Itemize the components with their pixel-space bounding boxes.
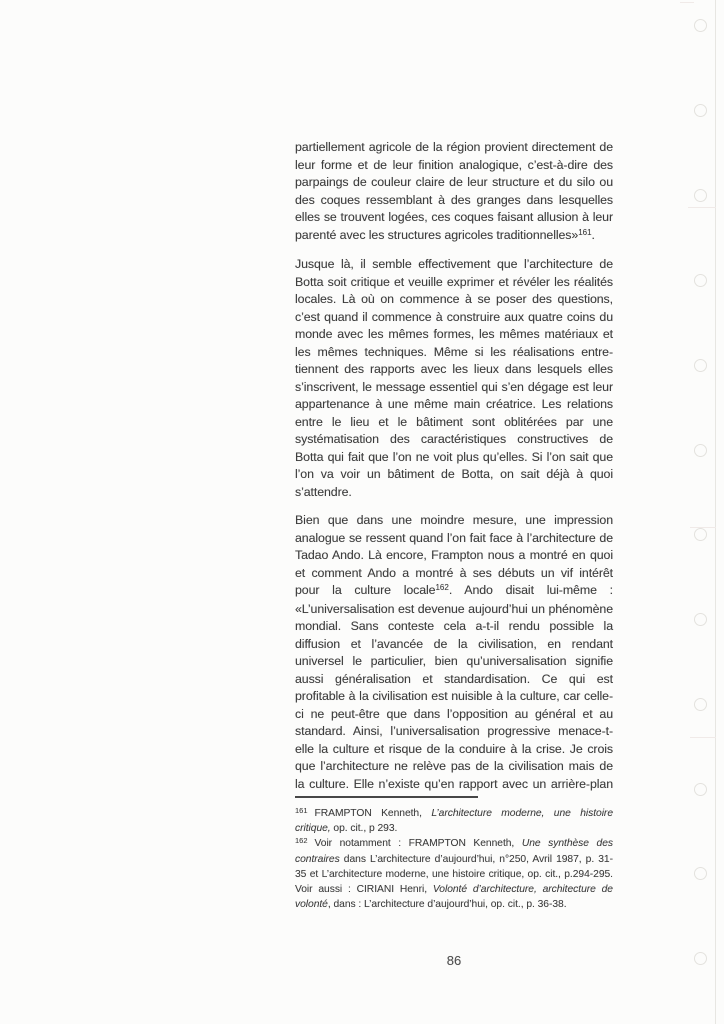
binding-hole-icon (694, 613, 707, 626)
text-line (295, 396, 613, 414)
text-run: des coques ressemblant à des granges dans lesquelles (295, 192, 613, 207)
text-run: leur forme et de leur finition analogique, c’est-à-dire des (295, 157, 613, 172)
text-run: que l’architecture ne relève pas de la civilisation mais de (295, 759, 613, 773)
text-run: diffusion et l’avancée de la civilisation, en rendant (295, 636, 613, 651)
binding-hole-icon (694, 19, 707, 32)
text-run: «L’universalisation est devenue aujourd’hui un phénomène (295, 601, 613, 616)
text-run: parenté avec les structures agricoles traditionnelles» (295, 227, 579, 242)
paragraph (295, 139, 613, 245)
text-run: s’attendre. (295, 484, 352, 499)
text-run: universel le particulier, bien qu’universalisation signifie (295, 654, 613, 668)
binding-hole-icon (694, 528, 707, 541)
page-number: 86 (446, 953, 462, 968)
scan-scratch (688, 207, 716, 208)
footnote-number: 162 (295, 835, 308, 845)
text-line (295, 882, 613, 897)
text-run: critique, (295, 823, 331, 835)
text-line (295, 309, 613, 327)
text-run: les mêmes techniques. Même si les réalisations entre- (295, 344, 613, 359)
footnote-item (295, 836, 613, 912)
text-line (295, 723, 613, 741)
text-line (295, 671, 613, 689)
text-line (295, 139, 613, 157)
text-run: profitable à la civilisation est nuisible à la culture, car celle- (295, 689, 613, 703)
text-run: tiennent des rapports avec les lieux dans lesquels elles (295, 362, 613, 376)
paragraph (295, 256, 613, 501)
text-line (295, 653, 613, 671)
binding-hole-icon (694, 189, 707, 202)
text-run: ci ne peut-être que dans l’opposition au général et au (295, 706, 613, 721)
text-run: aussi généralisation et standardisation. Ce qui est (295, 671, 613, 686)
text-line (295, 227, 613, 246)
text-run: pour la culture locale (295, 583, 436, 597)
footnote-separator (295, 796, 478, 798)
text-line (295, 836, 613, 851)
text-line (295, 530, 613, 548)
text-run: Botta qui fait que l’on ne voit plus qu’elles. Si l’on sait que (295, 449, 613, 464)
binding-hole-icon (694, 867, 707, 880)
text-run: analogue se ressent quand l’on fait face à l’architecture de (295, 530, 613, 545)
text-run: Voir aussi : CIRIANI Henri, (295, 884, 433, 896)
text-run: parpaings de couleur claire de leur structure et du silo ou (295, 175, 613, 189)
text-line (295, 379, 613, 397)
text-run: appartenance à une même main créatrice. Les relations (295, 397, 613, 411)
text-run: monde avec les mêmes formes, les mêmes matériaux et (295, 327, 613, 341)
text-run: Tadao Ando. Là encore, Frampton nous a montré en quoi (295, 548, 613, 562)
text-run: contraires (295, 853, 340, 865)
binding-hole-icon (694, 274, 707, 287)
text-line (295, 706, 613, 724)
text-run: Bien que dans une moindre mesure, une impression (295, 513, 613, 527)
text-run: standard. Ainsi, l’universalisation progressive menace-t- (295, 724, 613, 738)
text-line (295, 209, 613, 227)
text-line (295, 431, 613, 449)
text-run: locales. Là où on commence à se poser des questions, (295, 292, 613, 306)
text-line (295, 466, 613, 484)
footnote-number: 161 (295, 805, 308, 815)
text-run: 35 et L’architecture moderne, une histoire critique, op. cit., p.294-295. (295, 868, 613, 880)
text-run: c’est quand il commence à construire aux quatre coins du (295, 309, 613, 324)
text-line (295, 174, 613, 192)
text-line (295, 636, 613, 654)
text-line (295, 344, 613, 362)
text-run: mondial. Sans conteste cela a-t-il rendu possible la (295, 619, 613, 633)
text-run: Une synthèse des (521, 838, 613, 850)
text-line (295, 618, 613, 636)
text-run: Botta soit critique et veuille exprimer et révéler les réalités (295, 274, 613, 289)
text-run: et comment Ando a montré à ses débuts un vif intérêt (295, 565, 613, 580)
text-line (295, 601, 613, 619)
text-run: l’on va voir un bâtiment de Botta, on sait déjà à quoi (295, 467, 613, 481)
text-line (295, 758, 613, 776)
text-run: la culture. Elle n’existe qu’en rapport avec un arrière-plan (295, 776, 613, 791)
text-line (295, 484, 613, 502)
paragraph (295, 512, 613, 793)
text-run: volonté (295, 899, 328, 911)
binding-hole-icon (694, 952, 707, 965)
text-line (295, 256, 613, 274)
text-line (295, 897, 613, 912)
text-line (295, 512, 613, 530)
footnote-item (295, 806, 613, 836)
binding-hole-icon (694, 783, 707, 796)
text-line (295, 361, 613, 379)
text-run: Volonté d’architecture, architecture de (432, 884, 613, 896)
text-run: , dans : L’architecture d’aujourd’hui, op. cit., p. 36-38. (327, 899, 567, 911)
footnote-reference: 161 (578, 227, 592, 237)
text-run: op. cit., p 293. (330, 823, 398, 835)
body-text (295, 139, 613, 793)
text-run: L’architecture moderne, une histoire (431, 808, 613, 819)
text-run: entre le lieu et le bâtiment sont oblitérées par une (295, 414, 613, 429)
text-run: elles se trouvent logées, ces coques faisant allusion à leur (295, 210, 613, 224)
text-run: Voir notamment : FRAMPTON Kenneth, (314, 838, 522, 850)
text-line (295, 776, 613, 794)
text-run: . Ando disait lui-même : (448, 583, 613, 597)
binding-hole-icon (694, 359, 707, 372)
text-run: . (591, 227, 595, 242)
text-line (295, 821, 613, 836)
text-run: elle la culture et risque de la conduire à la crise. Je crois (295, 741, 613, 756)
text-line (295, 547, 613, 565)
text-run: systématisation des caractéristiques constructives de (295, 432, 613, 446)
text-line (295, 274, 613, 292)
footnotes (295, 806, 613, 912)
text-run: partiellement agricole de la région provient directement de (295, 140, 613, 154)
text-run: s’inscrivent, le message essentiel qui s’en dégage est leur (295, 379, 613, 394)
text-line (295, 806, 613, 821)
binding-hole-icon (694, 104, 707, 117)
scan-scratch (690, 527, 716, 528)
text-line (295, 688, 613, 706)
text-line (295, 449, 613, 467)
binding-hole-icon (694, 444, 707, 457)
text-line (295, 852, 613, 867)
page-edge-line (715, 0, 716, 1024)
text-line (295, 565, 613, 583)
text-line (295, 414, 613, 432)
scan-scratch (690, 737, 716, 738)
text-line (295, 741, 613, 759)
text-line (295, 157, 613, 175)
text-line (295, 326, 613, 344)
text-line (295, 582, 613, 601)
text-line (295, 291, 613, 309)
text-run: Jusque là, il semble effectivement que l’architecture de (295, 257, 613, 271)
text-run: dans L’architecture d’aujourd’hui, n°250, Avril 1987, p. 31- (339, 853, 613, 865)
footnote-reference: 162 (435, 583, 449, 592)
scan-scratch (680, 2, 694, 3)
text-line (295, 867, 613, 882)
binding-hole-icon (694, 698, 707, 711)
text-run: FRAMPTON Kenneth, (314, 808, 432, 819)
text-line (295, 192, 613, 210)
